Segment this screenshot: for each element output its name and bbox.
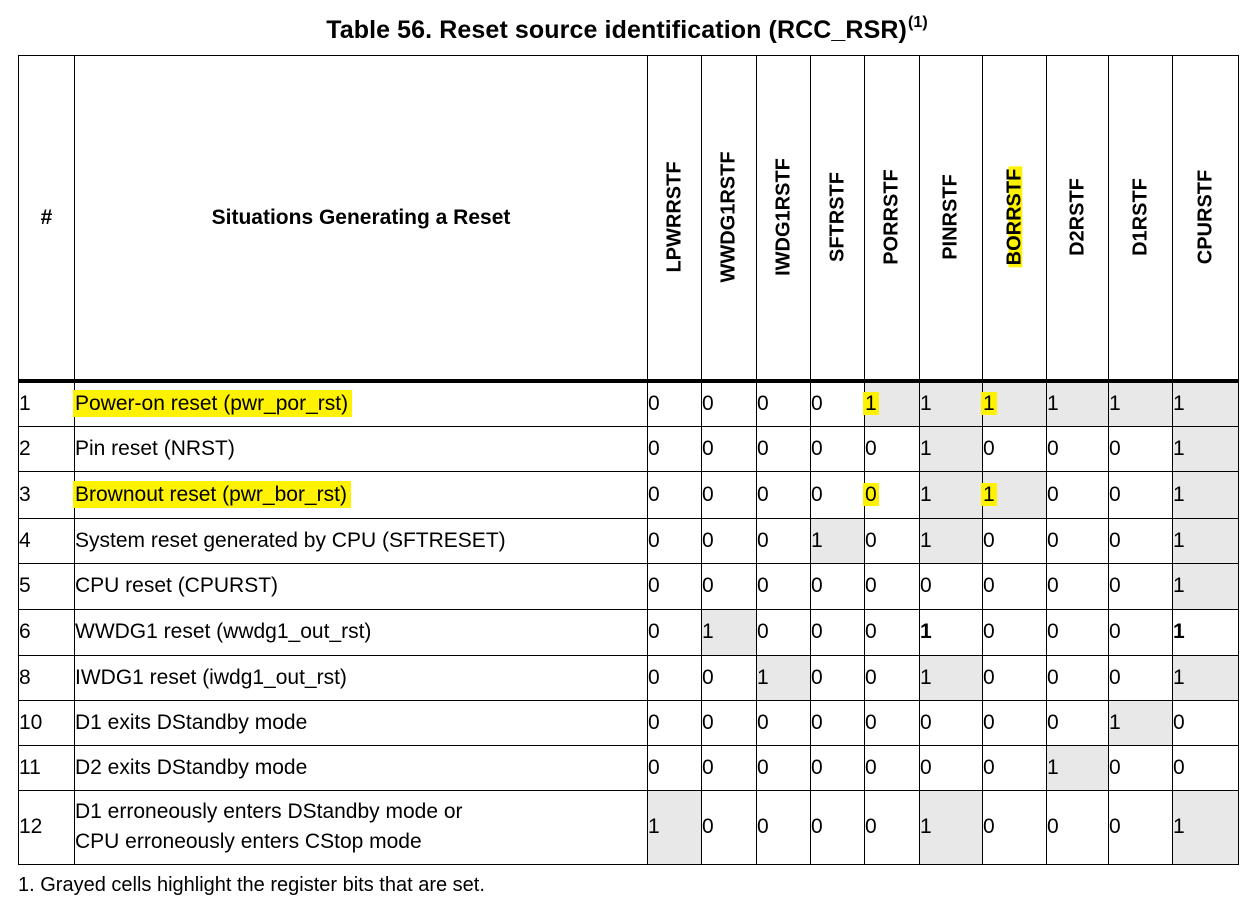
bit-cell: 0 — [648, 518, 702, 563]
bit-cell: 0 — [865, 609, 920, 655]
row-situation: D1 exits DStandby mode — [75, 700, 648, 745]
bit-cell — [865, 471, 920, 518]
bit-cell: 0 — [648, 426, 702, 471]
row-number: 3 — [19, 471, 75, 518]
bit-cell: 0 — [702, 745, 757, 790]
bit-cell-set: 1 — [1173, 518, 1239, 563]
bit-cell: 0 — [983, 745, 1047, 790]
bit-cell: 0 — [1047, 609, 1109, 655]
highlighted-bit: 1 — [983, 482, 995, 506]
reset-source-table — [18, 55, 1239, 865]
bit-cell-set: 1 — [920, 471, 983, 518]
header-lpwrrstf — [648, 56, 702, 382]
bit-cell-set: 1 — [1173, 655, 1239, 700]
bit-cell-set — [865, 381, 920, 426]
highlighted-situation: Power-on reset (pwr_por_rst) — [73, 390, 352, 417]
bit-cell: 0 — [648, 745, 702, 790]
bit-cell-set: 1 — [920, 426, 983, 471]
table-row — [19, 471, 1239, 518]
header-situation: Situations Generating a Reset — [75, 56, 648, 382]
footnote-reference: (1) — [907, 14, 928, 31]
bit-cell: 0 — [1047, 655, 1109, 700]
row-situation — [75, 381, 648, 426]
bit-cell: 0 — [648, 471, 702, 518]
bit-cell: 0 — [1109, 745, 1173, 790]
bit-cell-set: 1 — [1047, 745, 1109, 790]
bit-cell: 0 — [757, 426, 811, 471]
row-number: 1 — [19, 381, 75, 426]
header-label: WWDG1RSTF — [717, 151, 740, 283]
header-wwdg1rstf — [702, 56, 757, 382]
bit-cell: 0 — [757, 381, 811, 426]
bit-cell: 0 — [757, 471, 811, 518]
table-title-text: Table 56. Reset source identification (RCC_RSR) — [326, 16, 907, 44]
bit-cell: 0 — [702, 700, 757, 745]
bit-cell: 0 — [702, 426, 757, 471]
bit-cell: 0 — [865, 426, 920, 471]
bit-cell: 0 — [983, 563, 1047, 609]
bit-cell: 0 — [811, 655, 865, 700]
header-label: D1RSTF — [1129, 178, 1151, 256]
bit-cell: 0 — [1109, 426, 1173, 471]
bit-cell: 0 — [757, 609, 811, 655]
header-porrstf — [865, 56, 920, 382]
bit-cell: 0 — [983, 426, 1047, 471]
bit-cell: 0 — [1173, 745, 1239, 790]
bit-cell: 0 — [983, 655, 1047, 700]
table-row — [19, 381, 1239, 426]
table-row — [19, 426, 1239, 471]
bit-cell: 0 — [757, 700, 811, 745]
header-label-highlighted: BORRSTF — [1003, 168, 1025, 266]
table-row — [19, 790, 1239, 864]
bit-cell: 0 — [702, 471, 757, 518]
bit-cell: 0 — [702, 655, 757, 700]
bit-cell: 0 — [920, 745, 983, 790]
bit-cell-set: 1 — [757, 655, 811, 700]
header-label: SFTRSTF — [826, 172, 848, 262]
header-d1rstf — [1109, 56, 1173, 382]
bit-cell-set: 1 — [1173, 563, 1239, 609]
bit-cell: 0 — [1173, 700, 1239, 745]
table-row — [19, 700, 1239, 745]
highlighted-bit: 1 — [865, 392, 877, 416]
bit-cell-set: 1 — [920, 518, 983, 563]
row-number: 2 — [19, 426, 75, 471]
header-label: LPWRRSTF — [663, 161, 685, 273]
bit-cell: 0 — [1109, 790, 1173, 864]
highlighted-situation: Brownout reset (pwr_bor_rst) — [73, 481, 351, 508]
bit-cell: 0 — [757, 518, 811, 563]
bit-cell: 0 — [983, 700, 1047, 745]
bit-cell-set: 1 — [1173, 471, 1239, 518]
header-pinrstf — [920, 56, 983, 382]
bit-cell: 0 — [757, 563, 811, 609]
row-situation: CPU reset (CPURST) — [75, 563, 648, 609]
highlighted-bit: 1 — [983, 392, 995, 416]
table-row — [19, 745, 1239, 790]
row-situation: Pin reset (NRST) — [75, 426, 648, 471]
table-footnote: 1. Grayed cells highlight the register bits that are set. — [18, 874, 485, 896]
header-row — [19, 56, 1239, 382]
bit-cell: 0 — [920, 563, 983, 609]
header-cpurstf — [1173, 56, 1239, 382]
bit-cell-set — [983, 471, 1047, 518]
bit-cell: 0 — [865, 745, 920, 790]
situation-line: D1 erroneously enters DStandby mode or — [75, 800, 463, 823]
bit-cell-set: 1 — [1173, 426, 1239, 471]
bit-cell-set: 1 — [1173, 790, 1239, 864]
table-row — [19, 655, 1239, 700]
row-situation — [75, 790, 648, 864]
bit-cell: 0 — [648, 381, 702, 426]
bit-cell: 0 — [1047, 471, 1109, 518]
bit-cell: 0 — [1109, 655, 1173, 700]
bit-cell: 0 — [648, 700, 702, 745]
header-label: IWDG1RSTF — [772, 158, 794, 276]
bit-cell: 0 — [811, 471, 865, 518]
row-number: 12 — [19, 790, 75, 864]
bit-cell: 0 — [865, 700, 920, 745]
bit-cell: 0 — [757, 745, 811, 790]
row-number: 11 — [19, 745, 75, 790]
bit-cell: 1 — [920, 609, 983, 655]
bit-cell: 0 — [811, 790, 865, 864]
bit-cell: 0 — [865, 655, 920, 700]
highlighted-bit: 0 — [865, 482, 877, 506]
bit-cell: 0 — [811, 609, 865, 655]
bit-cell: 0 — [983, 518, 1047, 563]
bit-cell-set: 1 — [1109, 381, 1173, 426]
header-label: CPURSTF — [1194, 169, 1216, 265]
bit-cell: 0 — [865, 518, 920, 563]
bit-cell: 0 — [702, 790, 757, 864]
bit-cell: 0 — [983, 609, 1047, 655]
bit-cell: 0 — [1047, 700, 1109, 745]
row-number: 5 — [19, 563, 75, 609]
row-number: 10 — [19, 700, 75, 745]
table-row — [19, 563, 1239, 609]
bit-cell: 0 — [702, 518, 757, 563]
bit-cell: 0 — [865, 790, 920, 864]
bit-cell-set: 1 — [920, 655, 983, 700]
header-d2rstf — [1047, 56, 1109, 382]
bit-cell: 0 — [811, 700, 865, 745]
row-situation: System reset generated by CPU (SFTRESET) — [75, 518, 648, 563]
row-number: 6 — [19, 609, 75, 655]
bit-cell: 0 — [648, 609, 702, 655]
header-label: PINRSTF — [939, 174, 962, 260]
bit-cell: 0 — [1047, 563, 1109, 609]
bit-cell: 0 — [865, 563, 920, 609]
bit-cell-set: 1 — [1109, 700, 1173, 745]
table-row — [19, 518, 1239, 563]
bit-cell: 0 — [811, 381, 865, 426]
bit-cell: 0 — [1047, 790, 1109, 864]
bit-cell-set: 1 — [920, 790, 983, 864]
bit-cell: 0 — [648, 563, 702, 609]
row-situation: D2 exits DStandby mode — [75, 745, 648, 790]
header-iwdg1rstf — [757, 56, 811, 382]
bit-cell: 0 — [757, 790, 811, 864]
bit-cell: 0 — [811, 563, 865, 609]
header-label: PORRSTF — [880, 169, 903, 265]
row-situation: IWDG1 reset (iwdg1_out_rst) — [75, 655, 648, 700]
bit-cell: 0 — [811, 745, 865, 790]
table-title — [0, 16, 1254, 45]
header-sftrstf — [811, 56, 865, 382]
bit-cell-set: 1 — [920, 381, 983, 426]
row-situation — [75, 471, 648, 518]
header-borrstf — [983, 56, 1047, 382]
bit-cell: 0 — [920, 700, 983, 745]
bit-cell: 0 — [648, 655, 702, 700]
bit-cell: 0 — [811, 426, 865, 471]
bit-cell: 0 — [1109, 471, 1173, 518]
table-row — [19, 609, 1239, 655]
bit-cell-set: 1 — [811, 518, 865, 563]
row-situation: WWDG1 reset (wwdg1_out_rst) — [75, 609, 648, 655]
bit-cell: 0 — [983, 790, 1047, 864]
row-number: 4 — [19, 518, 75, 563]
bit-cell: 1 — [1173, 609, 1239, 655]
bit-cell: 0 — [1109, 518, 1173, 563]
bit-cell: 0 — [1047, 426, 1109, 471]
bit-cell: 0 — [1109, 563, 1173, 609]
situation-line: CPU erroneously enters CStop mode — [75, 830, 422, 853]
bit-cell-set: 1 — [1173, 381, 1239, 426]
bit-cell-set: 1 — [648, 790, 702, 864]
bit-cell: 0 — [1109, 609, 1173, 655]
bit-cell-set: 1 — [1047, 381, 1109, 426]
bit-cell-set: 1 — [702, 609, 757, 655]
header-number: # — [19, 56, 75, 382]
bit-cell: 0 — [702, 563, 757, 609]
bit-cell: 0 — [1047, 518, 1109, 563]
bit-cell-set — [983, 381, 1047, 426]
row-number: 8 — [19, 655, 75, 700]
header-label: D2RSTF — [1066, 178, 1088, 256]
bit-cell: 0 — [702, 381, 757, 426]
